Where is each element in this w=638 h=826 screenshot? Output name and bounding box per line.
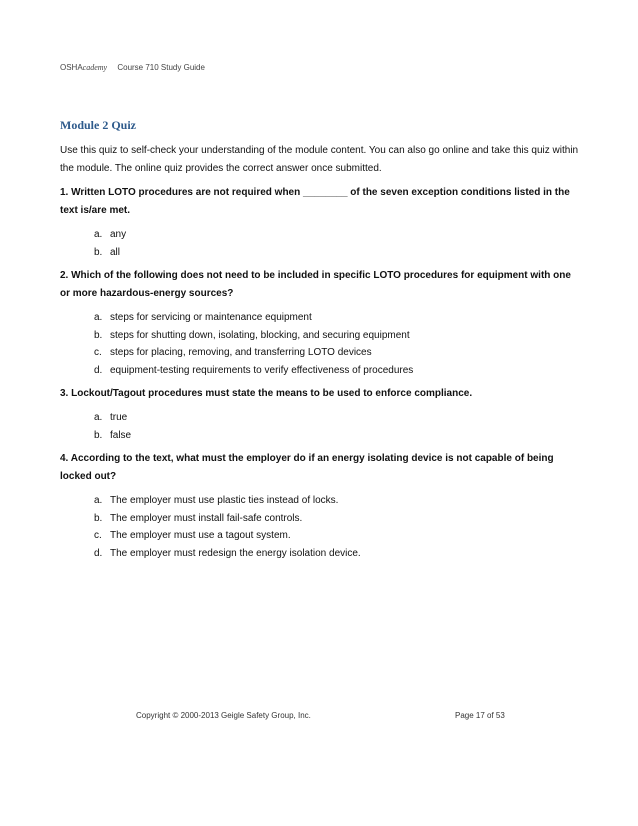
option-letter: a.	[94, 229, 103, 240]
answer-option	[94, 226, 580, 244]
copyright-notice: Copyright © 2000-2013 Geigle Safety Group, Inc.	[136, 711, 311, 720]
page-content	[60, 118, 580, 565]
answer-option	[94, 344, 580, 362]
answer-options	[60, 226, 580, 261]
option-text: The employer must redesign the energy isolation device.	[110, 547, 361, 559]
brand-name-prefix: OSHA	[60, 63, 83, 72]
question-4	[60, 450, 580, 562]
answer-options	[60, 309, 580, 379]
option-text: The employer must install fail-safe controls.	[110, 512, 303, 524]
answer-option	[94, 510, 580, 528]
answer-option	[94, 362, 580, 380]
answer-option	[94, 527, 580, 545]
option-letter: d.	[94, 547, 103, 559]
answer-options	[60, 492, 580, 562]
option-letter: b.	[94, 512, 103, 524]
question-text: 2. Which of the following does not need to be included in specific LOTO procedures for equipment with one or more hazardous-energy sources?	[60, 270, 571, 299]
option-letter: c.	[94, 530, 102, 541]
option-text: any	[110, 229, 127, 240]
option-text: steps for placing, removing, and transferring LOTO devices	[110, 347, 372, 358]
option-text: The employer must use plastic ties instead of locks.	[110, 495, 339, 506]
brand-name-suffix: cademy	[82, 63, 108, 72]
page-header	[60, 63, 205, 72]
course-title: Course 710 Study Guide	[117, 63, 205, 72]
intro-paragraph: Use this quiz to self-check your understanding of the module content. You can also go online and take this quiz within the module. The online quiz provides the correct answer once submitted.	[60, 145, 579, 174]
option-text: all	[110, 246, 121, 258]
option-text: false	[110, 429, 132, 441]
option-text: The employer must use a tagout system.	[110, 530, 291, 541]
option-letter: a.	[94, 495, 103, 506]
option-letter: a.	[94, 312, 103, 323]
answer-option	[94, 244, 580, 262]
option-text: steps for shutting down, isolating, blocking, and securing equipment	[110, 329, 410, 341]
answer-option	[94, 327, 580, 345]
option-letter: c.	[94, 347, 102, 358]
option-text: steps for servicing or maintenance equipment	[110, 312, 312, 323]
option-letter: d.	[94, 364, 103, 376]
question-3	[60, 385, 580, 444]
option-letter: b.	[94, 329, 103, 341]
answer-option	[94, 492, 580, 510]
question-text: 3. Lockout/Tagout procedures must state the means to be used to enforce compliance.	[60, 388, 473, 399]
question-text: 1. Written LOTO procedures are not required when ________ of the seven exception conditions listed in the text is/are met.	[60, 187, 570, 216]
option-letter: b.	[94, 246, 103, 258]
module-title: Module 2 Quiz	[60, 118, 137, 132]
option-text: equipment-testing requirements to verify effectiveness of procedures	[110, 364, 414, 376]
question-text: 4. According to the text, what must the employer do if an energy isolating device is not capable of being locked out?	[60, 453, 554, 482]
question-2	[60, 267, 580, 379]
answer-option	[94, 545, 580, 563]
option-letter: b.	[94, 429, 103, 441]
option-letter: a.	[94, 412, 103, 423]
answer-options	[60, 409, 580, 444]
answer-option	[94, 309, 580, 327]
answer-option	[94, 409, 580, 427]
question-1	[60, 184, 580, 261]
answer-option	[94, 427, 580, 445]
option-text: true	[110, 412, 128, 423]
page-number: Page 17 of 53	[455, 711, 505, 720]
